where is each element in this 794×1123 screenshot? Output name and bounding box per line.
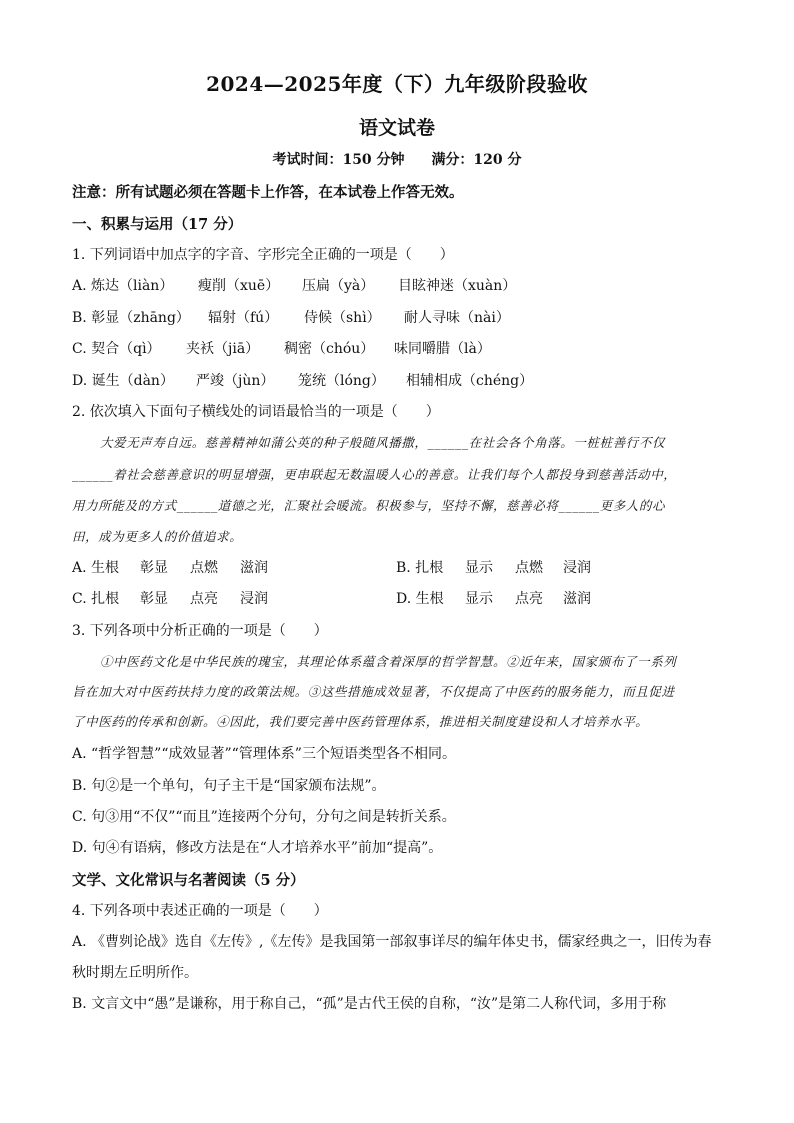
q1-option-a-3: 压扁（yà） [302,278,375,294]
question-stem: 4. 下列各项中表述正确的一项是（ ） [72,903,328,919]
exam-subtitle: 语文试卷 [358,117,435,139]
q2-option-a-4: 滋润 [240,560,268,576]
passage-line: ______着社会慈善意识的明显增强，更串联起无数温暖人心的善意。让我们每个人都投身到慈善活动中， [72,467,677,482]
section-heading: 文学、文化常识与名著阅读（5 分） [72,872,305,889]
q2-option-a-1: A. 生根 [72,560,120,576]
q1-option-c-2: 夹袄（jiā） [186,341,260,357]
q2-option-c-2: 彰显 [140,591,168,607]
q4-option-a-cont: 秋时期左丘明所作。 [72,965,198,981]
q2-option-d-4: 滋润 [563,591,591,607]
passage-line: 用力所能及的方式______道德之光，汇聚社会暖流。积极参与，坚持不懈，慈善必将______更多人的心 [72,498,666,513]
passage-line: 旨在加大对中医药扶持力度的政策法规。③这些措施成效显著，不仅提高了中医药的服务能力，而且促进 [72,684,675,699]
q1-option-d-1: D. 诞生（dàn） [72,373,174,389]
q2-option-d-1: D. 生根 [396,591,444,607]
section-heading: 一、积累与运用（17 分） [72,216,243,233]
q2-option-b-2: 显示 [465,560,493,576]
exam-notice: 注意：所有试题必须在答题卡上作答，在本试卷上作答无效。 [72,184,464,201]
q2-option-c-1: C. 扎根 [72,591,120,607]
exam-time: 考试时间：150 分钟 [272,152,405,168]
q1-option-b-2: 辐射（fú） [208,310,279,326]
q1-option-b-1: B. 彰显（zhāng） [72,310,190,326]
q1-option-d-4: 相辅相成（chéng） [406,373,534,389]
q3-option-a: A. “哲学智慧”“成效显著”“管理体系”三个短语类型各不相同。 [72,746,456,762]
q1-option-b-3: 侍候（shì） [304,310,381,326]
q1-option-c-1: C. 契合（qì） [72,341,161,357]
q3-option-b: B. 句②是一个单句，句子主干是“国家颁布法规”。 [72,778,386,794]
q1-option-a-2: 瘦削（xuē） [198,278,280,294]
full-score: 满分：120 分 [431,152,522,168]
q1-option-d-2: 严竣（jùn） [196,373,275,389]
q1-option-c-4: 味同嚼腊（là） [394,341,491,357]
q2-option-d-2: 显示 [465,591,493,607]
q1-option-a-4: 目眩神迷（xuàn） [398,278,517,294]
passage-line: 田，成为更多人的价值追求。 [72,529,243,544]
q2-option-d-3: 点亮 [515,591,543,607]
question-stem: 3. 下列各项中分析正确的一项是（ ） [72,623,328,639]
q2-option-c-4: 浸润 [240,591,268,607]
q2-option-b-3: 点燃 [515,560,543,576]
q2-option-a-3: 点燃 [190,560,218,576]
q1-option-d-3: 笼统（lóng） [298,373,385,389]
exam-title: 2024—2025年度（下）九年级阶段验收 [206,72,588,96]
q2-option-a-2: 彰显 [140,560,168,576]
q4-option-b: B. 文言文中“愚”是谦称，用于称自己，“孤”是古代王侯的自称，“汝”是第二人称代词，多用于称 [72,996,667,1012]
q2-option-c-3: 点亮 [190,591,218,607]
passage-line: 大爱无声寿自远。慈善精神如蒲公英的种子般随风播撒，______在社会各个角落。一桩桩善行不仅 [100,435,666,450]
question-stem: 1. 下列词语中加点字的字音、字形完全正确的一项是（ ） [72,247,454,263]
passage-line: ①中医药文化是中华民族的瑰宝，其理论体系蕴含着深厚的哲学智慧。②近年来，国家颁布了一系列 [100,654,677,669]
q2-option-b-1: B. 扎根 [396,560,444,576]
q3-option-d: D. 句④有语病，修改方法是在“人才培养水平”前加“提高”。 [72,840,443,856]
question-stem: 2. 依次填入下面句子横线处的词语最恰当的一项是（ ） [72,404,440,420]
q1-option-b-4: 耐人寻味（nài） [404,310,510,326]
q4-option-a: A. 《曹刿论战》选自《左传》,《左传》是我国第一部叙事详尽的编年体史书，儒家经典之一，旧传为春 [72,934,712,950]
q1-option-c-3: 稠密（chóu） [284,341,375,357]
q2-option-b-4: 浸润 [563,560,591,576]
passage-line: 了中医药的传承和创新。④因此，我们要完善中医药管理体系，推进相关制度建设和人才培养水平。 [72,714,649,729]
exam-info [0,149,794,169]
q3-option-c: C. 句③用“不仅”“而且”连接两个分句，分句之间是转折关系。 [72,809,456,825]
q1-option-a-1: A. 炼达（liàn） [72,278,174,294]
